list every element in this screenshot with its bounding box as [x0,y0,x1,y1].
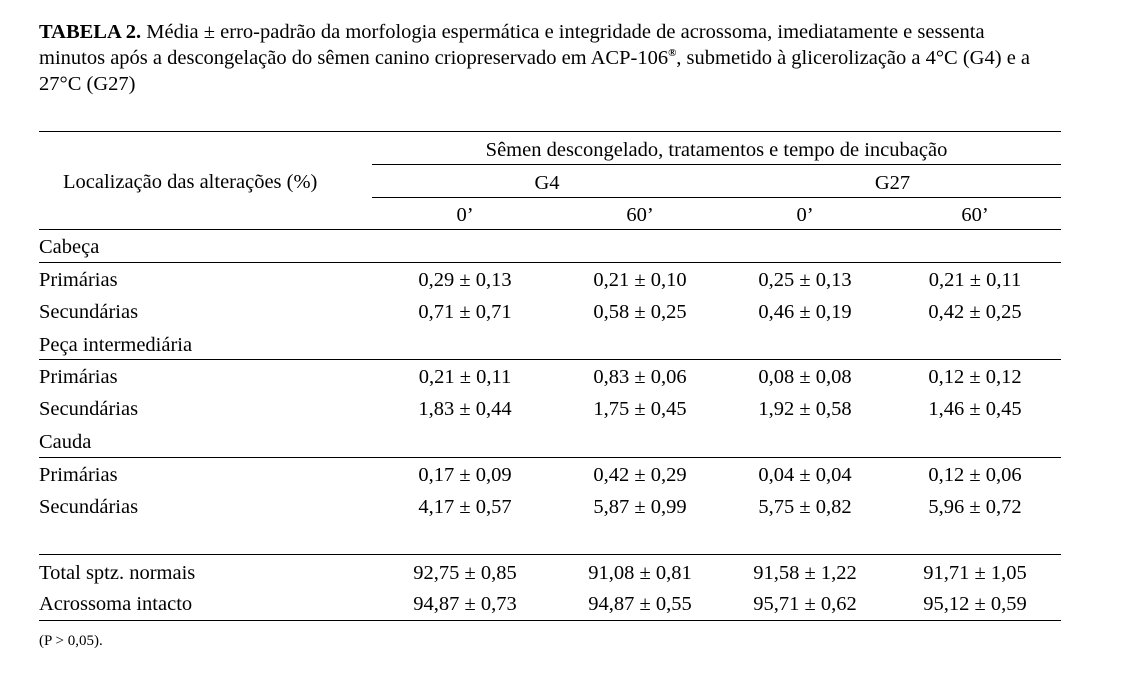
table-cell: 0,83 ± 0,06 [593,366,687,388]
table-cell: 95,12 ± 0,59 [923,593,1027,615]
table-cell: 0,17 ± 0,09 [418,464,512,486]
table-cell: 5,96 ± 0,72 [928,496,1022,518]
table-cell: 5,87 ± 0,99 [593,496,687,518]
time-g27-60: 60’ [961,204,989,226]
table-cell: 91,08 ± 0,81 [588,562,692,584]
table-cell: 0,12 ± 0,12 [928,366,1022,388]
section-rule-peca [39,359,1061,360]
caption-line-3: 27°C (G27) [39,73,136,95]
table-cell: 0,71 ± 0,71 [418,301,512,323]
section-title-cauda: Cauda [39,431,92,453]
section-title-peca: Peça intermediária [39,334,193,356]
group-header: Sêmen descongelado, tratamentos e tempo de incubação [485,139,948,161]
table-cell: 94,87 ± 0,73 [413,593,517,615]
caption-text-1: Média ± erro-padrão da morfologia espermática e integridade de acrossoma, imediatamente e sessenta [141,21,985,43]
time-g27-0: 0’ [796,204,814,226]
row-label: Secundárias [39,496,139,518]
treatment-g4: G4 [534,172,560,194]
caption-line-1 [39,19,1127,45]
table-cell: 92,75 ± 0,85 [413,562,517,584]
table-cell: 0,21 ± 0,11 [418,366,512,388]
row-label: Primárias [39,269,118,291]
table-cell: 95,71 ± 0,62 [753,593,857,615]
table-cell: 0,21 ± 0,11 [928,269,1022,291]
row-label: Total sptz. normais [39,562,196,584]
table-cell: 5,75 ± 0,82 [758,496,852,518]
table-cell: 0,46 ± 0,19 [758,301,852,323]
caption-line-2 [39,45,1127,71]
table-cell: 1,75 ± 0,45 [593,398,687,420]
table-cell: 91,58 ± 1,22 [753,562,857,584]
table-cell: 1,92 ± 0,58 [758,398,852,420]
footnote: (P > 0,05). [39,633,103,649]
table-cell: 1,83 ± 0,44 [418,398,512,420]
treatment-g27: G27 [874,172,911,194]
registered-mark: ® [668,47,677,59]
table-cell: 0,29 ± 0,13 [418,269,512,291]
table-cell: 0,58 ± 0,25 [593,301,687,323]
table-cell: 0,21 ± 0,10 [593,269,687,291]
treatment-header-rule [372,197,1061,198]
table-cell: 4,17 ± 0,57 [418,496,512,518]
row-header: Localização das alterações (%) [63,171,318,193]
row-label: Primárias [39,464,118,486]
table-cell: 0,04 ± 0,04 [758,464,852,486]
caption-text-2: minutos após a descongelação do sêmen canino criopreservado em ACP-106 [39,47,669,69]
row-label: Secundárias [39,398,139,420]
caption-text-2b: , submetido à glicerolização a 4°C (G4) e a [676,47,1031,69]
table-cell: 0,08 ± 0,08 [758,366,852,388]
caption-label: TABELA 2. [39,21,142,43]
table-cell: 0,42 ± 0,25 [928,301,1022,323]
table-cell: 1,46 ± 0,45 [928,398,1022,420]
row-label: Acrossoma intacto [39,593,193,615]
time-g4-0: 0’ [456,204,474,226]
table-bottom-rule [39,620,1061,621]
table-caption [39,19,1127,97]
table-cell: 94,87 ± 0,55 [588,593,692,615]
group-header-rule [372,164,1061,165]
table-cell: 0,25 ± 0,13 [758,269,852,291]
section-rule-cauda [39,457,1061,458]
section-title-cabeca: Cabeça [39,236,100,258]
row-label: Secundárias [39,301,139,323]
section-rule-cabeca [39,262,1061,263]
time-g4-60: 60’ [626,204,654,226]
table-cell: 0,42 ± 0,29 [593,464,687,486]
totals-rule [39,554,1061,555]
table-top-rule [39,131,1061,132]
row-label: Primárias [39,366,118,388]
table-cell: 91,71 ± 1,05 [923,562,1027,584]
header-bottom-rule [39,229,1061,230]
table-cell: 0,12 ± 0,06 [928,464,1022,486]
